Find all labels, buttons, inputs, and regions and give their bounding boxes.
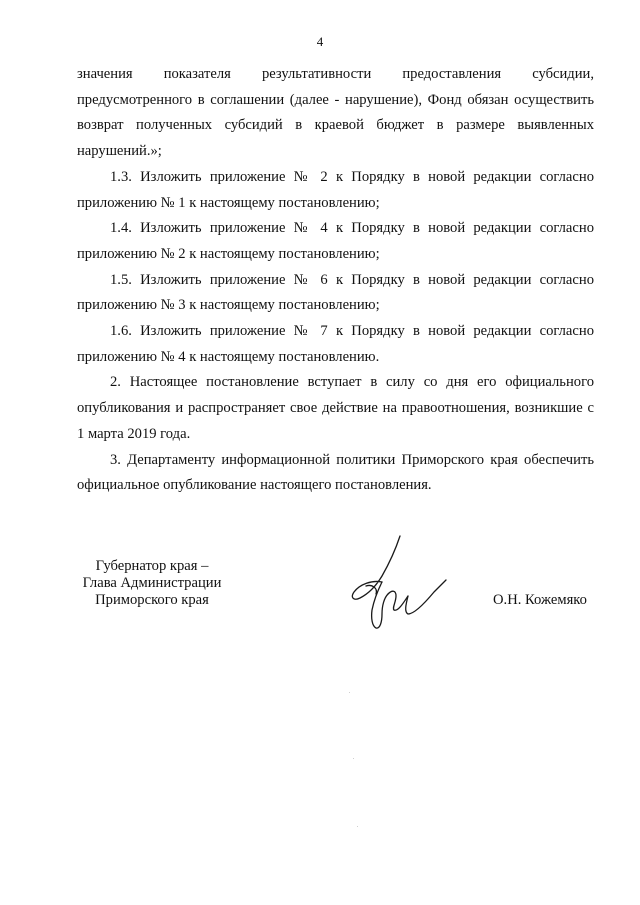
paragraph-1-6: 1.6. Изложить приложение № 7 к Порядку в новой редакции согласно приложению № 4 к настоящему постановлению. (77, 323, 594, 365)
signatory-title (62, 558, 242, 609)
paragraph-1-3: 1.3. Изложить приложение № 2 к Порядку в новой редакции согласно приложению № 1 к настоящему постановлению; (77, 168, 594, 211)
handwritten-signature (338, 528, 448, 636)
signatory-title-line: Губернатор края – (95, 558, 209, 574)
scan-speck (357, 826, 358, 827)
paragraph-2: 2. Настоящее постановление вступает в силу со дня его официального опубликования и распространяет свое действие на правоотношения, возникшие с 1 марта 2019 года. (77, 374, 594, 442)
signatory-title-line: Приморского края (95, 592, 209, 608)
scan-speck (349, 692, 350, 693)
paragraph-continuation: значения показателя результативности предоставления субсидии, предусмотренного в соглашении (далее - нарушение), Фонд обязан осуществить возврат полученных субсидий в краевой бюджет в размере выявленных нарушений.»; (77, 66, 594, 160)
paragraph-1-5: 1.5. Изложить приложение № 6 к Порядку в новой редакции согласно приложению № 3 к настоящему постановлению; (77, 271, 594, 314)
signatory-name: О.Н. Кожемяко (493, 592, 587, 608)
paragraph-3: 3. Департаменту информационной политики Приморского края обеспечить официальное опубликование настоящего постановления. (77, 451, 594, 494)
signatory-title-line: Глава Администрации (82, 575, 222, 591)
page-number: 4 (316, 34, 324, 49)
scan-speck (353, 758, 354, 759)
paragraph-1-4: 1.4. Изложить приложение № 4 к Порядку в новой редакции согласно приложению № 2 к настоящему постановлению; (77, 220, 594, 262)
